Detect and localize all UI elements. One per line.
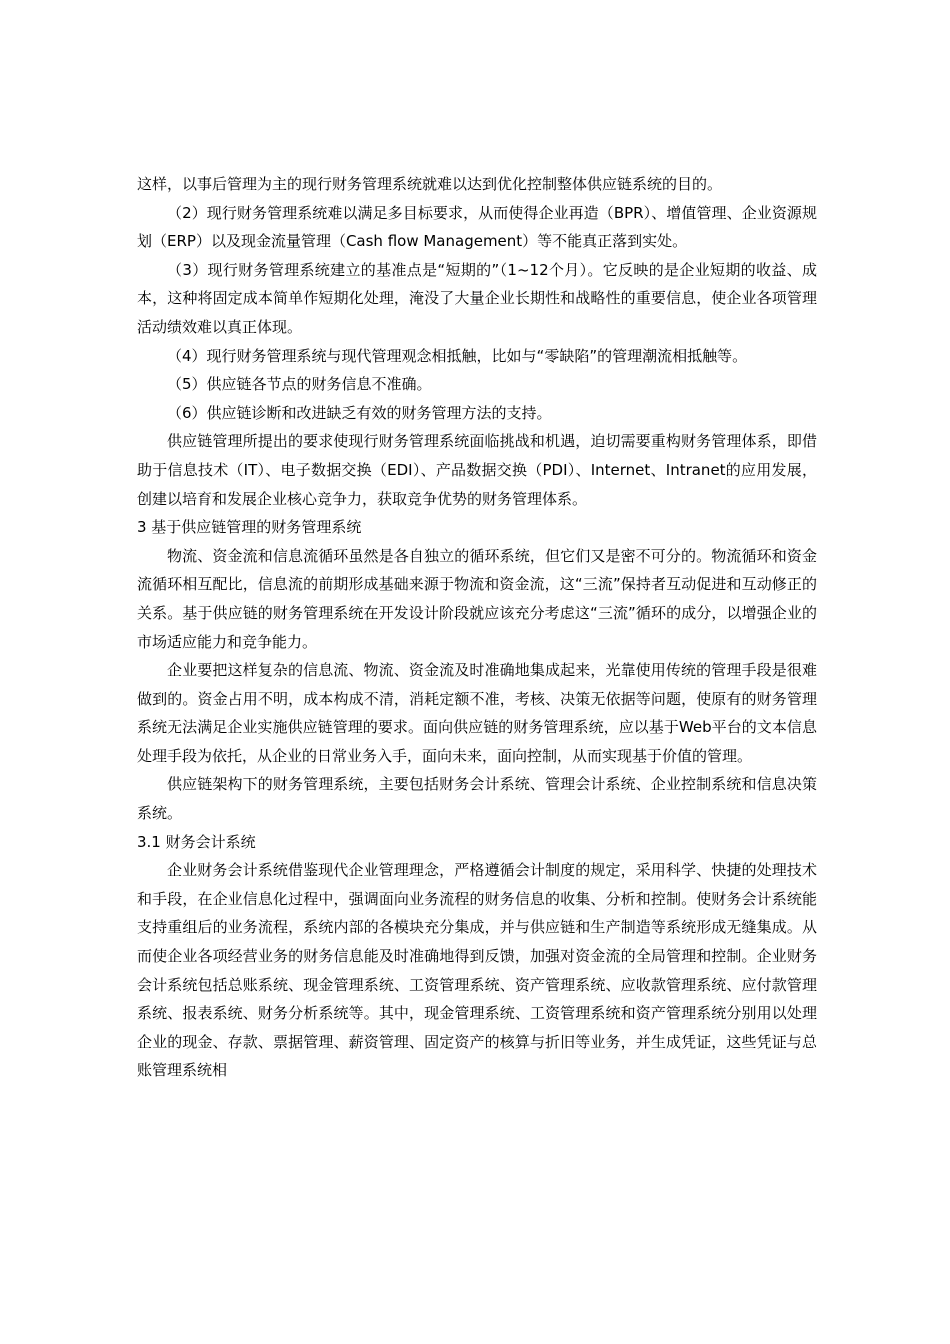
paragraph: （3）现行财务管理系统建立的基准点是“短期的”（1~12个月）。它反映的是企业短期的收益、成本，这种将固定成本简单作短期化处理，淹没了大量企业长期性和战略性的重要信息，使企业各项管理活动绩效难以真正体现。 — [137, 260, 817, 336]
paragraph: （6）供应链诊断和改进缺乏有效的财务管理方法的支持。 — [167, 403, 552, 422]
paragraph: 供应链管理所提出的要求使现行财务管理系统面临挑战和机遇，迫切需要重构财务管理体系，即借助于信息技术（IT）、电子数据交换（EDI）、产品数据交换（PDI）、Internet、Intranet的应用发展，创建以培育和发展企业核心竞争力，获取竞争优势的财务管理体系。 — [137, 432, 817, 508]
paragraph: 供应链架构下的财务管理系统，主要包括财务会计系统、管理会计系统、企业控制系统和信息决策系统。 — [137, 775, 817, 823]
paragraph: 物流、资金流和信息流循环虽然是各自独立的循环系统，但它们又是密不可分的。物流循环和资金流循环相互配比，信息流的前期形成基础来源于物流和资金流，这“三流”保持者互动促进和互动修正的关系。基于供应链的财务管理系统在开发设计阶段就应该充分考虑这“三流”循环的成分，以增强企业的市场适应能力和竞争能力。 — [137, 546, 817, 651]
paragraph: （4）现行财务管理系统与现代管理观念相抵触，比如与“零缺陷”的管理潮流相抵触等。 — [167, 346, 748, 365]
paragraph: 这样，以事后管理为主的现行财务管理系统就难以达到优化控制整体供应链系统的目的。 — [137, 175, 723, 193]
section-heading: 3 基于供应链管理的财务管理系统 — [137, 518, 362, 537]
paragraph: （2）现行财务管理系统难以满足多目标要求，从而使得企业再造（BPR）、增值管理、企业资源规划（ERP）以及现金流量管理（Cash flow Management）等不能真正落到实处。 — [137, 203, 817, 251]
paragraph: 企业要把这样复杂的信息流、物流、资金流及时准确地集成起来，光靠使用传统的管理手段是很难做到的。资金占用不明，成本构成不清，消耗定额不准，考核、决策无依据等问题，使原有的财务管理系统无法满足企业实施供应链管理的要求。面向供应链的财务管理系统，应以基于Web平台的文本信息处理手段为依托，从企业的日常业务入手，面向未来，面向控制，从而实现基于价值的管理。 — [137, 661, 817, 765]
document-body — [137, 170, 817, 1085]
paragraph: （5）供应链各节点的财务信息不准确。 — [167, 375, 432, 394]
paragraph: 企业财务会计系统借鉴现代企业管理理念，严格遵循会计制度的规定，采用科学、快捷的处理技术和手段，在企业信息化过程中，强调面向业务流程的财务信息的收集、分析和控制。使财务会计系统能支持重组后的业务流程，系统内部的各模块充分集成，并与供应链和生产制造等系统形成无缝集成。从而使企业各项经营业务的财务信息能及时准确地得到反馈，加强对资金流的全局管理和控制。企业财务会计系统包括总账系统、现金管理系统、工资管理系统、资产管理系统、应收款管理系统、应付款管理系统、报表系统、财务分析系统等。其中，现金管理系统、工资管理系统和资产管理系统分别用以处理企业的现金、存款、票据管理、薪资管理、固定资产的核算与折旧等业务，并生成凭证，这些凭证与总账管理系统相 — [137, 861, 817, 1080]
subsection-heading: 3.1 财务会计系统 — [137, 832, 256, 851]
